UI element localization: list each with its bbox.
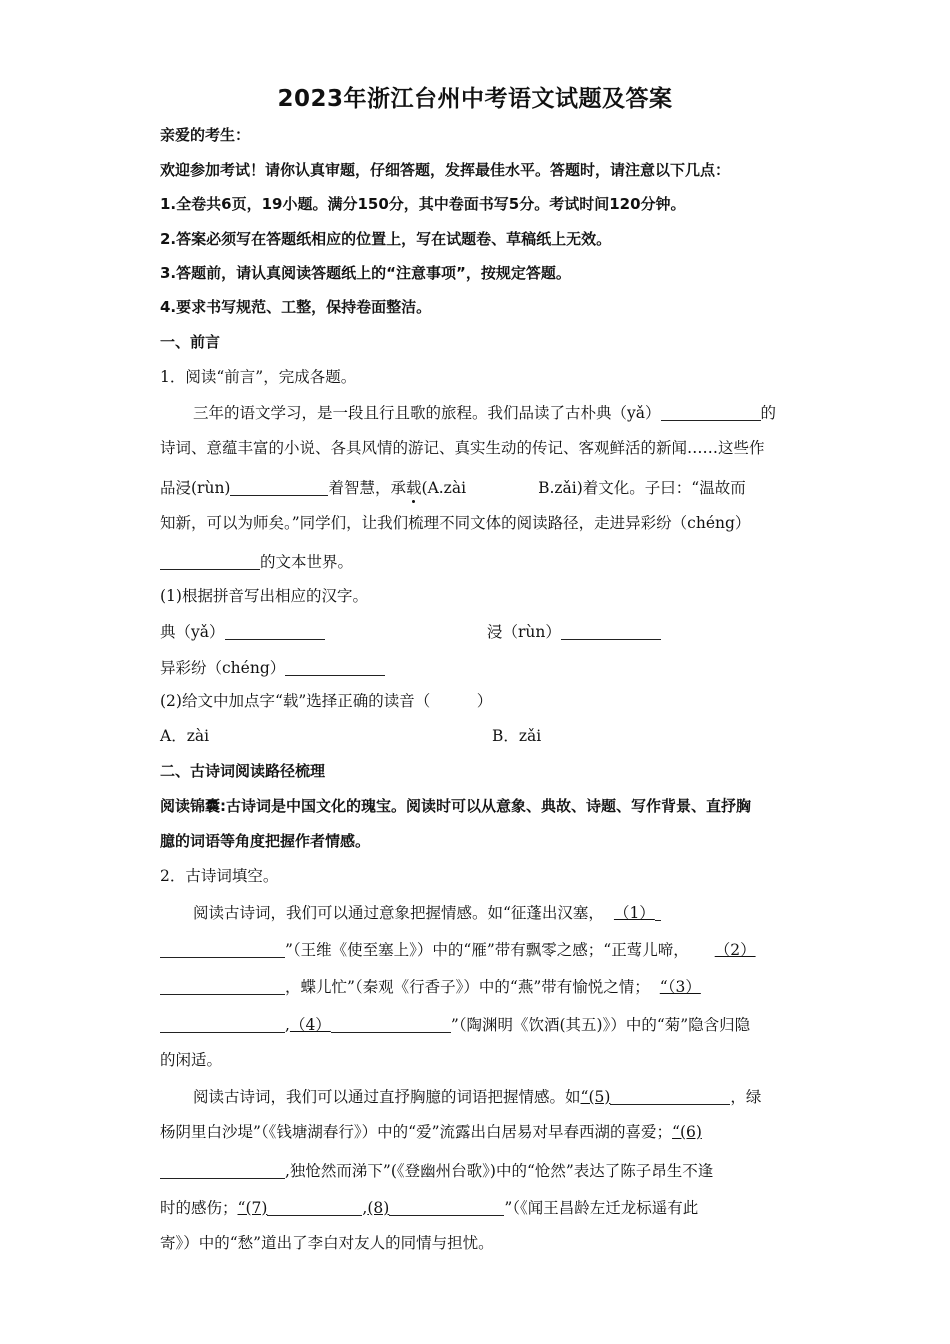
answer-blank[interactable] [160, 1162, 285, 1179]
greeting: 亲爱的考生： [160, 126, 251, 144]
blank-label-5: “(5) [580, 1088, 611, 1106]
blank-label-4: （4） [289, 1016, 331, 1034]
passage-text: ”（陶渊明《饮酒(其五)》）中的“菊”隐含归隐 [450, 1016, 751, 1034]
passage-text: 的 [760, 404, 777, 422]
passage-text: 三年的语文学习，是一段且行且歌的旅程。我们品读了古朴典（yǎ） [193, 404, 661, 422]
poem-para-2-line-4 [160, 1199, 698, 1217]
blank-label-2: （2） [714, 941, 756, 959]
poem-para-1-line-5: 的闲适。 [160, 1051, 223, 1069]
answer-blank[interactable] [561, 623, 661, 640]
poem-para-1-line-2 [160, 941, 756, 959]
passage-line-4: 知新，可以为师矣。”同学们，让我们梳理不同文体的阅读路径，走进异彩纷（chéng） [160, 514, 751, 532]
blank-label-7: “(7) [237, 1199, 268, 1217]
fill-label: 典（yǎ） [160, 623, 225, 641]
page-title: 2023年浙江台州中考语文试题及答案 [277, 86, 673, 112]
poem-para-1-line-4 [160, 1016, 750, 1034]
passage-text: ，绿 [730, 1088, 762, 1106]
answer-blank[interactable] [160, 1016, 285, 1033]
blank-label-3: “（3） [659, 978, 701, 996]
passage-line-5 [160, 553, 353, 571]
subquestion-2: (2)给文中加点字“载”选择正确的读音（ ） [160, 692, 493, 710]
passage-text: 品浸(rùn) [160, 479, 231, 497]
fill-item-3 [160, 659, 385, 677]
passage-text: 时的感伤； [160, 1199, 238, 1217]
answer-blank[interactable] [331, 1016, 451, 1033]
option-inline-a: (A.zài [421, 479, 467, 497]
passage-text: 着智慧，承 [328, 479, 406, 497]
rule-4: 4.要求书写规范、工整，保持卷面整洁。 [160, 298, 432, 316]
answer-blank[interactable] [655, 904, 661, 921]
subquestion-1: (1)根据拼音写出相应的汉字。 [160, 587, 368, 605]
reading-tip-line-2: 臆的词语等角度把握作者情感。 [160, 832, 371, 850]
answer-blank[interactable] [267, 1199, 362, 1216]
passage-text: ,独怆然而涕下”(《登幽州台歌》)中的“怆然”表达了陈子昂生不逢 [285, 1162, 714, 1180]
rule-3: 3.答题前，请认真阅读答题纸上的“注意事项”，按规定答题。 [160, 264, 571, 282]
passage-text: 的文本世界。 [260, 553, 354, 571]
fill-label: 浸（rùn） [487, 623, 561, 641]
passage-line-1 [193, 404, 776, 422]
passage-text: ，蝶儿忙”（秦观《行香子》）中的“燕”带有愉悦之情； [285, 978, 650, 996]
passage-line-2: 诗词、意蕴丰富的小说、各具风情的游记、真实生动的传记、客观鲜活的新闻……这些作 [160, 439, 765, 457]
answer-blank[interactable] [661, 404, 761, 421]
passage-text: , [285, 1016, 290, 1034]
section-1-heading: 一、前言 [160, 333, 221, 351]
poem-para-1-line-3 [160, 978, 701, 996]
blank-label-1: （1） [613, 904, 655, 922]
answer-blank[interactable] [610, 1088, 730, 1105]
poem-para-2-line-5: 寄》）中的“愁”道出了李白对友人的同情与担忧。 [160, 1234, 494, 1252]
passage-text: 阅读古诗词，我们可以通过直抒胸臆的词语把握情感。如 [193, 1088, 581, 1106]
poem-para-2-line-3 [160, 1162, 713, 1180]
dotted-char: 载 [406, 479, 422, 497]
passage-text: 杨阴里白沙堤”（《钱塘湖春行》）中的“爱”流露出白居易对早春西湖的喜爱； [160, 1123, 673, 1141]
answer-blank[interactable] [225, 623, 325, 640]
blank-label-6: “(6) [672, 1123, 702, 1141]
passage-text: 阅读古诗词，我们可以通过意象把握情感。如“征蓬出汉塞， [193, 904, 604, 922]
welcome-text: 欢迎参加考试！请你认真审题，仔细答题，发挥最佳水平。答题时，请注意以下几点： [160, 161, 731, 179]
rule-2: 2.答案必须写在答题纸相应的位置上，写在试题卷、草稿纸上无效。 [160, 230, 612, 248]
passage-text: , [362, 1199, 368, 1217]
fill-item-2 [487, 623, 661, 641]
question-2-stem: 2．古诗词填空。 [160, 867, 279, 885]
answer-blank[interactable] [389, 1199, 504, 1216]
rule-1: 1.全卷共6页，19小题。满分150分，其中卷面书写5分。考试时间120分钟。 [160, 195, 686, 213]
answer-blank[interactable] [230, 479, 328, 496]
passage-text: ”（《闻王昌龄左迁龙标遥有此 [504, 1199, 699, 1217]
fill-label: 异彩纷（chéng） [160, 659, 286, 677]
section-2-heading: 二、古诗词阅读路径梳理 [160, 762, 326, 780]
reading-tip-line-1: 阅读锦囊:古诗词是中国文化的瑰宝。阅读时可以从意象、典故、诗题、写作背景、直抒胸 [160, 797, 752, 815]
passage-line-3 [160, 479, 746, 497]
poem-para-1-line-1 [193, 904, 661, 922]
fill-item-1 [160, 623, 325, 641]
passage-text: ”（王维《使至塞上》）中的“雁”带有飘零之感；“正莺儿啼， [285, 941, 689, 959]
poem-para-2-line-2 [160, 1125, 702, 1141]
answer-blank[interactable] [160, 941, 285, 958]
blank-label-8: (8) [367, 1199, 390, 1217]
answer-blank[interactable] [160, 553, 260, 570]
answer-blank[interactable] [160, 978, 285, 995]
option-a[interactable]: A．zài [160, 727, 210, 745]
poem-para-2-line-1 [193, 1088, 761, 1106]
option-inline-b: B.zǎi)着文化。子曰：“温故而 [538, 479, 746, 497]
option-b[interactable]: B．zǎi [492, 727, 542, 745]
question-1-stem: 1．阅读“前言”，完成各题。 [160, 368, 357, 386]
answer-blank[interactable] [285, 659, 385, 676]
